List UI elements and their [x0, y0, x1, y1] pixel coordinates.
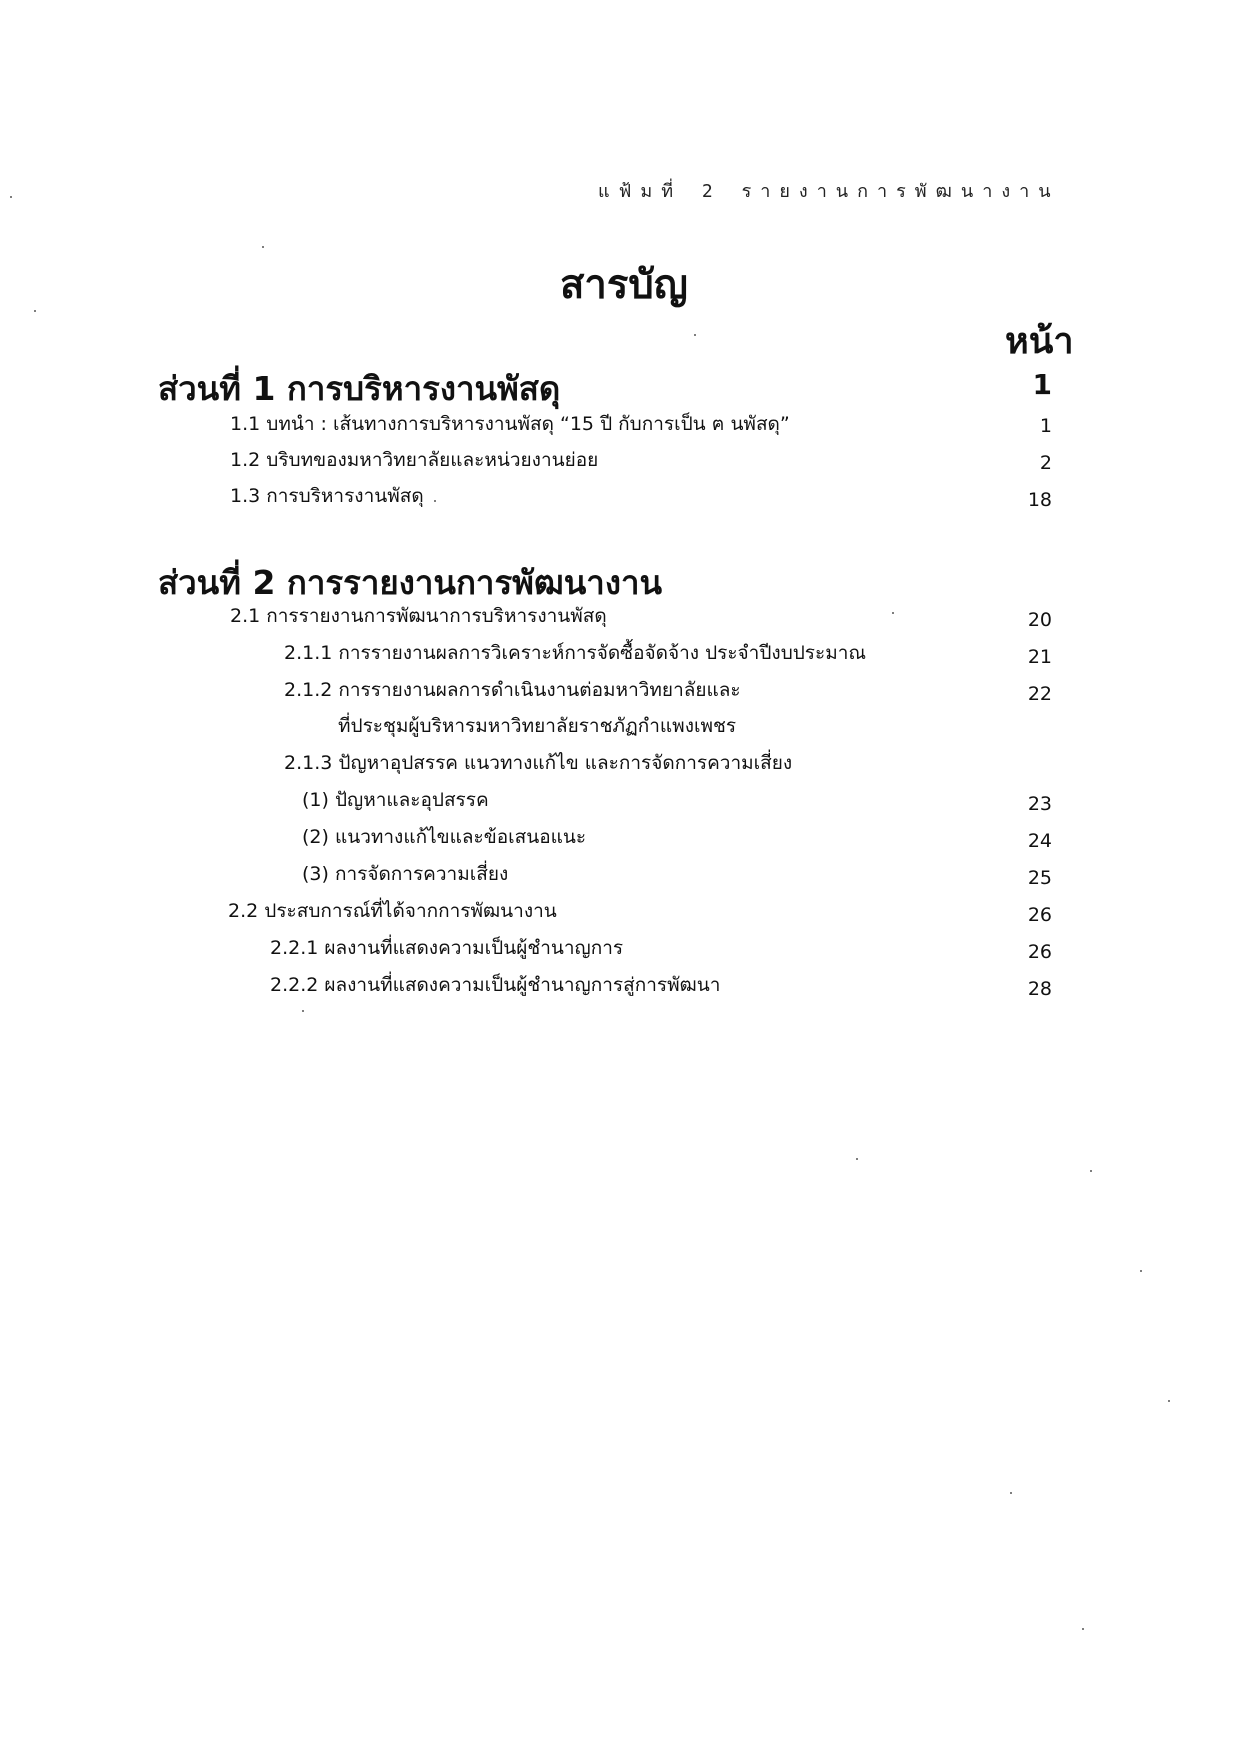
scan-speck: [1168, 1400, 1170, 1402]
scan-speck: [1082, 1628, 1084, 1630]
toc-page-2-1-3-1: 23: [1027, 793, 1052, 815]
scan-speck: [262, 246, 264, 248]
toc-entry-2-1: 2.1 การรายงานการพัฒนาการบริหารงานพัสดุ: [230, 605, 607, 627]
page-column-label: หน้า: [1005, 321, 1074, 362]
toc-page-2-1-1: 21: [1027, 646, 1052, 668]
toc-entry-2-2: 2.2 ประสบการณ์ที่ได้จากการพัฒนางาน: [228, 900, 557, 922]
toc-page-1-3: 18: [1027, 489, 1052, 511]
toc-page-2-1-3-2: 24: [1027, 830, 1052, 852]
toc-entry-2-1-2-cont: ที่ประชุมผู้บริหารมหาวิทยาลัยราชภัฏกำแพงเพชร: [338, 715, 737, 737]
running-header: แฟ้มที่ 2 รายงานการพัฒนางาน: [598, 181, 1060, 202]
toc-entry-2-1-3-3: (3) การจัดการความเสี่ยง: [302, 863, 509, 885]
toc-entry-2-1-3-2: (2) แนวทางแก้ไขและข้อเสนอแนะ: [302, 826, 587, 848]
toc-page-2-1-2: 22: [1027, 683, 1052, 705]
toc-entry-2-1-3-1: (1) ปัญหาและอุปสรรค: [302, 789, 489, 811]
section-page-1: 1: [1032, 368, 1052, 401]
scan-speck: [892, 612, 894, 614]
scan-speck: [10, 196, 12, 198]
toc-page-2-2-1: 26: [1027, 941, 1052, 963]
toc-entry-2-1-3: 2.1.3 ปัญหาอุปสรรค แนวทางแก้ไข และการจัดการความเสี่ยง: [284, 752, 793, 774]
scan-speck: [434, 500, 436, 502]
scan-speck: [1010, 1492, 1012, 1494]
scan-speck: [302, 1010, 304, 1012]
page-title: สารบัญ: [560, 262, 688, 308]
section-heading-1: ส่วนที่ 1 การบริหารงานพัสดุ: [158, 369, 561, 408]
toc-entry-2-2-2: 2.2.2 ผลงานที่แสดงความเป็นผู้ชำนาญการสู่การพัฒนา: [270, 974, 721, 996]
toc-page-2-2: 26: [1027, 904, 1052, 926]
scan-speck: [1090, 1170, 1092, 1172]
toc-page-1-1: 1: [1039, 415, 1052, 437]
scan-speck: [694, 334, 696, 336]
scan-speck: [856, 1158, 858, 1160]
toc-page-2-1-3-3: 25: [1027, 867, 1052, 889]
toc-entry-1-2: 1.2 บริบทของมหาวิทยาลัยและหน่วยงานย่อย: [230, 449, 599, 471]
toc-entry-1-1: 1.1 บทนำ : เส้นทางการบริหารงานพัสดุ “15 ปี กับการเป็น ฅ นพัสดุ”: [230, 413, 790, 435]
toc-page-1-2: 2: [1039, 452, 1052, 474]
toc-entry-2-1-2: 2.1.2 การรายงานผลการดำเนินงานต่อมหาวิทยาลัยและ: [284, 679, 741, 701]
section-heading-2: ส่วนที่ 2 การรายงานการพัฒนางาน: [158, 563, 663, 602]
scan-speck: [1140, 1270, 1142, 1272]
toc-entry-2-1-1: 2.1.1 การรายงานผลการวิเคราะห์การจัดซื้อจัดจ้าง ประจำปีงบประมาณ: [284, 642, 867, 664]
scan-speck: [34, 310, 36, 312]
toc-page-2-1: 20: [1027, 609, 1052, 631]
toc-page-2-2-2: 28: [1027, 978, 1052, 1000]
toc-entry-2-2-1: 2.2.1 ผลงานที่แสดงความเป็นผู้ชำนาญการ: [270, 937, 624, 959]
toc-entry-1-3: 1.3 การบริหารงานพัสดุ: [230, 485, 424, 507]
